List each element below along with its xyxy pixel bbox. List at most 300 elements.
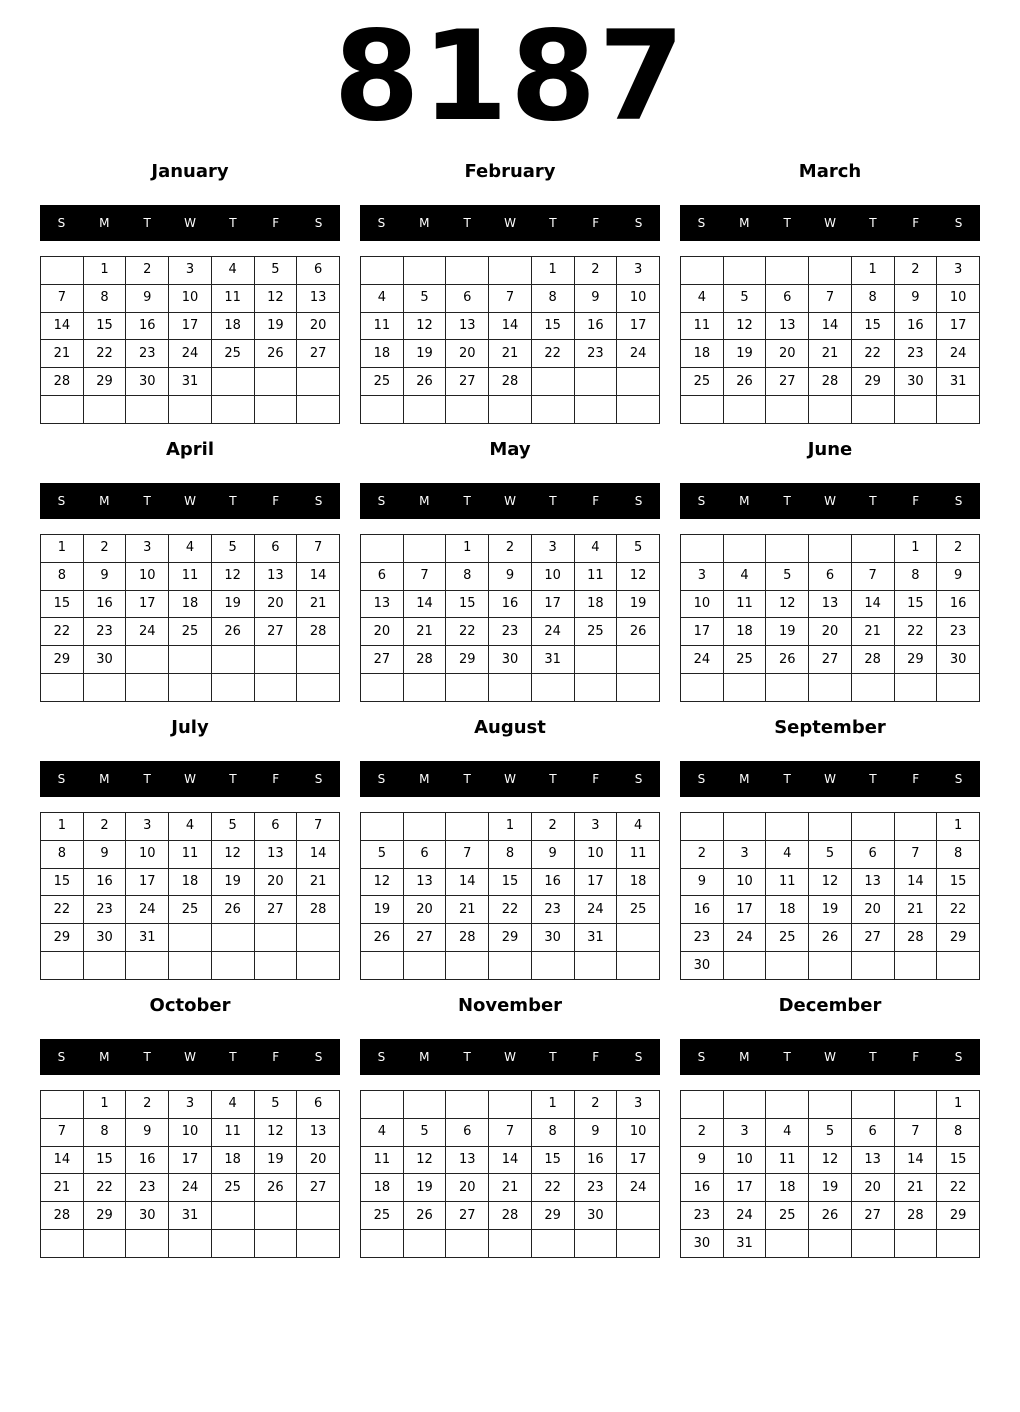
day-cell: 2 xyxy=(937,535,980,563)
day-cell xyxy=(297,1202,340,1230)
day-cell: 24 xyxy=(681,646,724,674)
day-cell: 16 xyxy=(894,312,937,340)
day-cell: 27 xyxy=(851,1202,894,1230)
day-cell: 9 xyxy=(126,284,169,312)
day-cell: 22 xyxy=(489,896,532,924)
day-cell: 11 xyxy=(723,590,766,618)
day-cell: 28 xyxy=(894,1202,937,1230)
day-cell xyxy=(403,952,446,980)
day-cell: 29 xyxy=(937,1202,980,1230)
day-cell xyxy=(211,396,254,424)
day-cell: 8 xyxy=(83,1118,126,1146)
day-cell: 19 xyxy=(723,340,766,368)
day-cell: 26 xyxy=(809,924,852,952)
day-cell: 20 xyxy=(254,590,297,618)
week-row xyxy=(681,590,980,618)
month-name: May xyxy=(489,439,531,460)
day-cell: 23 xyxy=(83,618,126,646)
weekday-label: T xyxy=(229,216,237,230)
day-cell: 17 xyxy=(169,1146,212,1174)
day-cell: 8 xyxy=(937,840,980,868)
day-cell: 23 xyxy=(83,896,126,924)
day-cell: 16 xyxy=(126,1146,169,1174)
day-cell: 17 xyxy=(126,590,169,618)
weekday-label: M xyxy=(739,1050,750,1064)
day-cell xyxy=(297,368,340,396)
day-cell xyxy=(254,1230,297,1258)
week-row xyxy=(361,284,660,312)
day-cell: 28 xyxy=(41,368,84,396)
weekday-header xyxy=(360,483,660,519)
day-cell: 4 xyxy=(574,535,617,563)
month-name: September xyxy=(774,717,886,738)
week-row xyxy=(41,312,340,340)
day-cell: 25 xyxy=(574,618,617,646)
weekday-label: F xyxy=(912,216,920,230)
day-cell xyxy=(531,674,574,702)
day-cell: 31 xyxy=(937,368,980,396)
day-cell xyxy=(894,952,937,980)
day-cell: 25 xyxy=(766,924,809,952)
weekday-label: F xyxy=(272,216,280,230)
day-cell: 22 xyxy=(531,340,574,368)
day-cell: 14 xyxy=(297,562,340,590)
week-row xyxy=(361,396,660,424)
day-cell: 5 xyxy=(809,1118,852,1146)
day-cell: 8 xyxy=(894,562,937,590)
day-cell xyxy=(254,924,297,952)
day-cell: 21 xyxy=(851,618,894,646)
weekday-label: F xyxy=(912,494,920,508)
day-cell: 8 xyxy=(446,562,489,590)
weekday-label: F xyxy=(592,1050,600,1064)
weekday-label: S xyxy=(314,1050,323,1064)
day-cell: 29 xyxy=(41,924,84,952)
day-cell: 14 xyxy=(489,1146,532,1174)
day-cell xyxy=(894,1091,937,1119)
day-cell: 21 xyxy=(297,590,340,618)
week-row xyxy=(361,813,660,841)
week-row xyxy=(41,840,340,868)
day-cell xyxy=(297,1230,340,1258)
weekday-label: S xyxy=(634,1050,643,1064)
weekday-label: S xyxy=(697,494,706,508)
day-cell: 4 xyxy=(211,257,254,285)
day-cell xyxy=(681,396,724,424)
day-cell: 6 xyxy=(446,284,489,312)
day-cell xyxy=(809,813,852,841)
day-cell: 24 xyxy=(126,896,169,924)
day-cell: 9 xyxy=(489,562,532,590)
week-row xyxy=(41,257,340,285)
week-row xyxy=(361,257,660,285)
day-cell: 17 xyxy=(574,868,617,896)
day-cell xyxy=(41,952,84,980)
weekday-label: T xyxy=(229,772,237,786)
day-cell: 13 xyxy=(851,868,894,896)
day-cell: 3 xyxy=(617,1091,660,1119)
weekday-label: S xyxy=(57,772,66,786)
day-cell: 18 xyxy=(361,340,404,368)
week-row xyxy=(361,1174,660,1202)
day-cell xyxy=(809,1230,852,1258)
day-cell: 21 xyxy=(894,896,937,924)
day-cell: 1 xyxy=(531,1091,574,1119)
day-cell: 1 xyxy=(937,813,980,841)
weekday-header xyxy=(360,205,660,241)
day-cell xyxy=(169,1230,212,1258)
day-cell: 25 xyxy=(169,618,212,646)
day-cell: 24 xyxy=(126,618,169,646)
day-cell: 10 xyxy=(574,840,617,868)
day-cell: 16 xyxy=(83,590,126,618)
day-cell xyxy=(254,396,297,424)
day-cell: 18 xyxy=(766,896,809,924)
day-cell xyxy=(809,396,852,424)
day-cell: 11 xyxy=(617,840,660,868)
day-cell: 2 xyxy=(894,257,937,285)
day-cell: 7 xyxy=(489,284,532,312)
day-cell xyxy=(766,396,809,424)
month-name: March xyxy=(798,161,862,182)
day-cell xyxy=(766,813,809,841)
day-cell: 6 xyxy=(254,813,297,841)
day-cell xyxy=(723,1091,766,1119)
day-cell: 16 xyxy=(83,868,126,896)
day-cell: 22 xyxy=(894,618,937,646)
weekday-label: M xyxy=(99,772,110,786)
day-cell: 17 xyxy=(723,896,766,924)
weekday-label: S xyxy=(377,216,386,230)
day-cell: 16 xyxy=(489,590,532,618)
day-cell: 30 xyxy=(531,924,574,952)
day-cell xyxy=(489,1091,532,1119)
day-grid xyxy=(680,812,980,980)
day-cell: 7 xyxy=(297,813,340,841)
day-cell: 16 xyxy=(681,1174,724,1202)
day-cell: 5 xyxy=(617,535,660,563)
day-cell: 15 xyxy=(489,868,532,896)
day-cell: 3 xyxy=(937,257,980,285)
weekday-label: T xyxy=(143,216,151,230)
day-cell: 17 xyxy=(681,618,724,646)
weekday-label: F xyxy=(912,772,920,786)
month-name: January xyxy=(151,161,229,182)
day-cell xyxy=(894,813,937,841)
day-cell: 2 xyxy=(574,1091,617,1119)
day-cell: 13 xyxy=(254,840,297,868)
month-name: June xyxy=(807,439,853,460)
day-cell: 28 xyxy=(809,368,852,396)
weekday-label: F xyxy=(592,772,600,786)
day-cell: 4 xyxy=(766,1118,809,1146)
week-row xyxy=(41,813,340,841)
weekday-label: W xyxy=(184,216,196,230)
day-cell: 20 xyxy=(403,896,446,924)
day-grid xyxy=(360,256,660,424)
day-cell xyxy=(361,1091,404,1119)
day-cell: 11 xyxy=(766,1146,809,1174)
day-cell xyxy=(489,674,532,702)
day-cell: 25 xyxy=(361,368,404,396)
day-cell: 24 xyxy=(723,1202,766,1230)
day-cell: 9 xyxy=(894,284,937,312)
day-cell: 28 xyxy=(894,924,937,952)
year-title: 8187 xyxy=(333,5,687,149)
day-cell xyxy=(617,1202,660,1230)
day-cell xyxy=(766,535,809,563)
day-cell: 4 xyxy=(361,1118,404,1146)
weekday-label: T xyxy=(783,216,791,230)
day-cell: 7 xyxy=(403,562,446,590)
weekday-label: S xyxy=(954,1050,963,1064)
day-cell: 5 xyxy=(361,840,404,868)
day-cell: 4 xyxy=(723,562,766,590)
week-row xyxy=(681,674,980,702)
day-cell: 10 xyxy=(723,868,766,896)
day-cell xyxy=(937,396,980,424)
weekday-label: W xyxy=(824,494,836,508)
day-cell xyxy=(723,257,766,285)
day-cell: 24 xyxy=(169,340,212,368)
day-cell: 30 xyxy=(681,1230,724,1258)
week-row xyxy=(41,284,340,312)
weekday-label: T xyxy=(143,1050,151,1064)
day-cell: 27 xyxy=(446,1202,489,1230)
day-cell: 3 xyxy=(531,535,574,563)
day-cell xyxy=(297,674,340,702)
day-cell: 17 xyxy=(126,868,169,896)
week-row xyxy=(681,284,980,312)
day-cell: 27 xyxy=(766,368,809,396)
weekday-label: T xyxy=(229,1050,237,1064)
day-cell: 8 xyxy=(489,840,532,868)
day-cell: 7 xyxy=(297,535,340,563)
weekday-label: M xyxy=(419,494,430,508)
day-cell: 14 xyxy=(489,312,532,340)
day-cell: 31 xyxy=(169,368,212,396)
day-cell: 14 xyxy=(41,312,84,340)
weekday-label: T xyxy=(549,772,557,786)
day-cell: 15 xyxy=(894,590,937,618)
day-cell: 31 xyxy=(169,1202,212,1230)
day-cell: 10 xyxy=(617,1118,660,1146)
week-row xyxy=(41,618,340,646)
weekday-label: T xyxy=(869,772,877,786)
day-cell xyxy=(766,1091,809,1119)
day-cell: 4 xyxy=(211,1091,254,1119)
day-cell: 29 xyxy=(531,1202,574,1230)
day-cell: 29 xyxy=(894,646,937,674)
day-cell: 29 xyxy=(41,646,84,674)
day-cell: 19 xyxy=(211,590,254,618)
day-cell: 18 xyxy=(681,340,724,368)
weekday-label: T xyxy=(463,1050,471,1064)
day-cell xyxy=(83,952,126,980)
day-cell: 18 xyxy=(617,868,660,896)
week-row xyxy=(681,535,980,563)
weekday-label: W xyxy=(824,1050,836,1064)
day-cell: 10 xyxy=(617,284,660,312)
day-cell: 30 xyxy=(83,924,126,952)
day-cell xyxy=(126,1230,169,1258)
day-cell: 9 xyxy=(574,1118,617,1146)
day-cell: 30 xyxy=(126,1202,169,1230)
week-row xyxy=(681,257,980,285)
week-row xyxy=(41,896,340,924)
day-cell: 12 xyxy=(254,1118,297,1146)
day-cell: 11 xyxy=(766,868,809,896)
day-cell: 26 xyxy=(403,1202,446,1230)
weekday-header xyxy=(360,761,660,797)
day-grid xyxy=(40,812,340,980)
day-cell: 16 xyxy=(937,590,980,618)
day-cell: 7 xyxy=(41,1118,84,1146)
week-row xyxy=(681,1202,980,1230)
weekday-label: M xyxy=(419,1050,430,1064)
day-cell xyxy=(83,396,126,424)
day-cell: 7 xyxy=(894,1118,937,1146)
day-cell xyxy=(126,674,169,702)
day-cell: 3 xyxy=(169,1091,212,1119)
day-cell xyxy=(403,674,446,702)
day-cell: 25 xyxy=(681,368,724,396)
day-cell xyxy=(574,646,617,674)
day-cell: 13 xyxy=(851,1146,894,1174)
day-cell: 10 xyxy=(723,1146,766,1174)
day-cell xyxy=(211,674,254,702)
day-cell: 15 xyxy=(41,590,84,618)
day-cell xyxy=(809,257,852,285)
week-row xyxy=(681,952,980,980)
day-cell xyxy=(169,674,212,702)
weekday-label: T xyxy=(783,1050,791,1064)
day-cell: 11 xyxy=(574,562,617,590)
month-name: August xyxy=(474,717,546,738)
week-row xyxy=(361,618,660,646)
day-cell: 6 xyxy=(446,1118,489,1146)
day-cell xyxy=(809,674,852,702)
day-cell: 31 xyxy=(574,924,617,952)
day-cell: 11 xyxy=(169,562,212,590)
day-cell: 8 xyxy=(83,284,126,312)
day-cell: 8 xyxy=(41,840,84,868)
day-cell: 4 xyxy=(169,813,212,841)
day-cell xyxy=(766,674,809,702)
day-cell: 22 xyxy=(531,1174,574,1202)
day-cell: 29 xyxy=(83,368,126,396)
day-cell: 14 xyxy=(809,312,852,340)
day-cell: 30 xyxy=(937,646,980,674)
day-cell: 6 xyxy=(403,840,446,868)
weekday-label: W xyxy=(504,494,516,508)
weekday-label: T xyxy=(783,494,791,508)
weekday-label: T xyxy=(229,494,237,508)
month-name: October xyxy=(149,995,231,1016)
day-cell: 10 xyxy=(169,1118,212,1146)
day-grid xyxy=(40,1090,340,1258)
day-cell: 27 xyxy=(361,646,404,674)
day-cell: 1 xyxy=(41,813,84,841)
day-cell: 10 xyxy=(126,562,169,590)
weekday-label: S xyxy=(954,216,963,230)
day-cell: 7 xyxy=(809,284,852,312)
weekday-label: T xyxy=(869,216,877,230)
day-cell: 28 xyxy=(41,1202,84,1230)
weekday-label: W xyxy=(184,772,196,786)
day-cell: 6 xyxy=(851,1118,894,1146)
day-cell: 26 xyxy=(211,896,254,924)
day-cell xyxy=(126,396,169,424)
week-row xyxy=(681,813,980,841)
day-cell: 18 xyxy=(211,1146,254,1174)
day-cell: 13 xyxy=(446,312,489,340)
weekday-header xyxy=(40,1039,340,1075)
day-cell: 1 xyxy=(894,535,937,563)
day-cell xyxy=(446,1230,489,1258)
day-cell xyxy=(361,257,404,285)
weekday-label: S xyxy=(377,1050,386,1064)
day-cell xyxy=(403,1091,446,1119)
day-cell: 26 xyxy=(254,1174,297,1202)
week-row xyxy=(361,1091,660,1119)
day-cell: 27 xyxy=(403,924,446,952)
day-cell xyxy=(723,535,766,563)
day-cell: 6 xyxy=(297,1091,340,1119)
weekday-label: M xyxy=(99,216,110,230)
day-cell xyxy=(489,952,532,980)
day-cell: 28 xyxy=(297,896,340,924)
week-row xyxy=(41,924,340,952)
day-cell: 23 xyxy=(126,340,169,368)
day-cell: 13 xyxy=(297,1118,340,1146)
day-cell: 1 xyxy=(851,257,894,285)
day-cell: 20 xyxy=(446,340,489,368)
day-cell xyxy=(809,535,852,563)
day-cell xyxy=(894,396,937,424)
weekday-label: M xyxy=(739,216,750,230)
day-cell xyxy=(361,396,404,424)
day-cell: 27 xyxy=(297,340,340,368)
day-cell xyxy=(254,1202,297,1230)
day-cell: 27 xyxy=(446,368,489,396)
day-cell: 9 xyxy=(531,840,574,868)
day-cell xyxy=(574,674,617,702)
day-cell: 11 xyxy=(361,312,404,340)
week-row xyxy=(361,952,660,980)
day-cell: 3 xyxy=(723,1118,766,1146)
day-cell: 2 xyxy=(681,840,724,868)
day-cell: 5 xyxy=(254,1091,297,1119)
day-cell: 1 xyxy=(446,535,489,563)
day-cell: 9 xyxy=(83,562,126,590)
day-cell: 22 xyxy=(446,618,489,646)
week-row xyxy=(361,562,660,590)
day-cell: 8 xyxy=(531,284,574,312)
day-cell: 11 xyxy=(211,284,254,312)
day-cell: 15 xyxy=(446,590,489,618)
weekday-label: T xyxy=(869,1050,877,1064)
weekday-label: M xyxy=(739,772,750,786)
weekday-label: M xyxy=(99,494,110,508)
day-cell xyxy=(617,368,660,396)
day-cell xyxy=(83,1230,126,1258)
week-row xyxy=(41,535,340,563)
day-cell: 18 xyxy=(169,590,212,618)
day-cell: 20 xyxy=(809,618,852,646)
weekday-label: S xyxy=(954,772,963,786)
day-cell: 7 xyxy=(851,562,894,590)
